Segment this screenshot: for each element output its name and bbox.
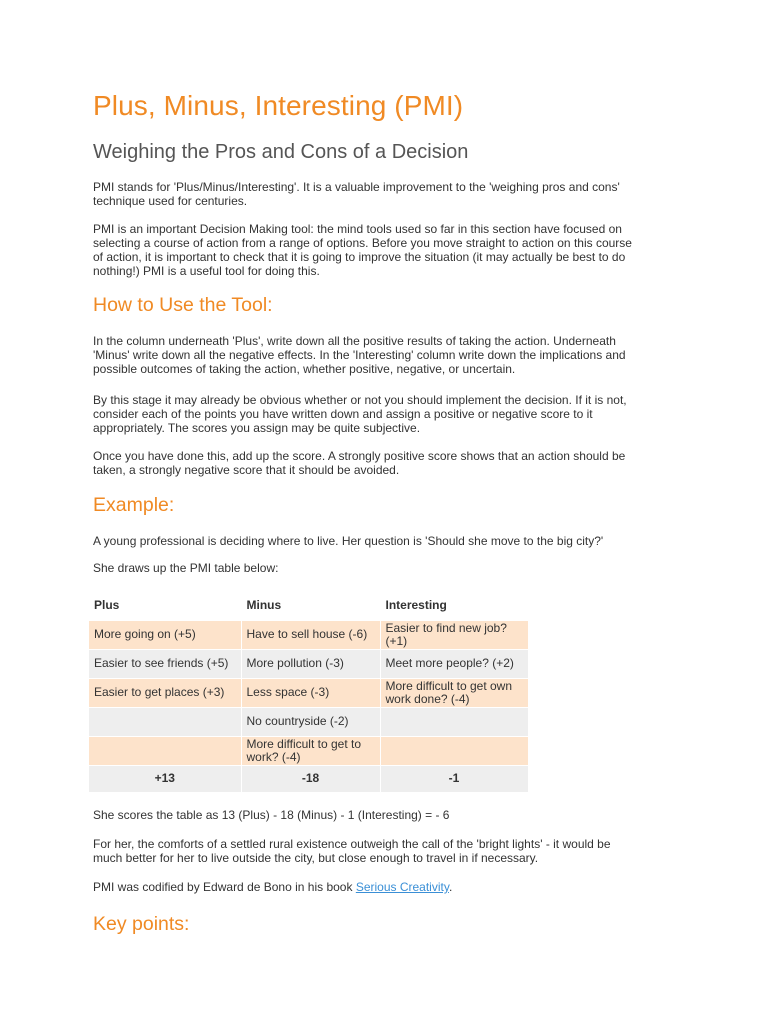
text-line: Once you have done this, add up the score. A strongly positive score shows that an action should be — [93, 449, 626, 463]
table-row — [89, 621, 528, 650]
table-row — [89, 737, 528, 766]
text-line: 'Minus' write down all the negative effects. In the 'Interesting' column write down the implications and — [93, 348, 626, 362]
text-line: She draws up the PMI table below: — [93, 561, 279, 575]
text-line: technique used for centuries. — [93, 194, 248, 208]
codified-prefix: PMI was codified by Edward de Bono in his book — [93, 880, 356, 894]
example-heading: Example: — [93, 494, 175, 516]
table-row — [89, 650, 528, 679]
text-line — [93, 880, 683, 894]
total-interesting: -1 — [380, 766, 528, 793]
text-line: taken, a strongly negative score that it should be avoided. — [93, 463, 400, 477]
example-paragraph-1 — [93, 534, 683, 548]
codified-suffix: . — [448, 880, 453, 894]
table-row — [89, 708, 528, 737]
text-line: By this stage it may already be obvious whether or not you should implement the decision. If it is not, — [93, 393, 627, 407]
key-points-heading: Key points: — [93, 913, 190, 935]
column-header-plus: Plus — [89, 592, 241, 621]
text-line: possible outcomes of taking the action, whether positive, negative, or uncertain. — [93, 362, 516, 376]
text-line: selecting a course of action from a range of options. Before you move straight to action on this course — [93, 236, 632, 250]
table-cell: Easier to get places (+3) — [89, 679, 241, 708]
table-total-row — [89, 766, 528, 793]
table-cell: Have to sell house (-6) — [241, 621, 380, 650]
how-to-heading: How to Use the Tool: — [93, 294, 273, 316]
table-cell: Easier to find new job? (+1) — [380, 621, 528, 650]
text-line: She scores the table as 13 (Plus) - 18 (Minus) - 1 (Interesting) = - 6 — [93, 808, 450, 822]
example-paragraph-2 — [93, 561, 683, 575]
table-row — [89, 679, 528, 708]
table-cell — [89, 737, 241, 766]
table-cell: More difficult to get own work done? (-4) — [380, 679, 528, 708]
table-cell: No countryside (-2) — [241, 708, 380, 737]
column-header-minus: Minus — [241, 592, 380, 621]
codified-paragraph — [93, 880, 683, 894]
table-cell: Easier to see friends (+5) — [89, 650, 241, 679]
text-line: PMI is an important Decision Making tool: the mind tools used so far in this section have focused on — [93, 222, 622, 236]
table-cell — [380, 708, 528, 737]
page-title: Plus, Minus, Interesting (PMI) — [93, 90, 464, 121]
table-cell — [89, 708, 241, 737]
text-line: much better for her to live outside the city, but close enough to travel in if necessary. — [93, 851, 539, 865]
score-line — [93, 808, 683, 822]
text-line: consider each of the points you have written down and assign a positive or negative score to it — [93, 407, 593, 421]
table-cell: Meet more people? (+2) — [380, 650, 528, 679]
text-line: A young professional is deciding where to live. Her question is 'Should she move to the big city?' — [93, 534, 604, 548]
table-cell: Less space (-3) — [241, 679, 380, 708]
total-plus: +13 — [89, 766, 241, 793]
how-to-paragraph-1 — [93, 334, 683, 376]
intro-paragraph-2 — [93, 222, 683, 278]
table-cell: More pollution (-3) — [241, 650, 380, 679]
how-to-paragraph-3 — [93, 449, 683, 477]
text-line: of action, it is important to check that it is going to improve the situation (it may actually be best to do — [93, 250, 626, 264]
column-header-interesting: Interesting — [380, 592, 528, 621]
table-cell: More difficult to get to work? (-4) — [241, 737, 380, 766]
serious-creativity-link[interactable]: Serious Creativity — [355, 880, 449, 894]
text-line: For her, the comforts of a settled rural existence outweigh the call of the 'bright lights' - it would be — [93, 837, 611, 851]
example-paragraph-3 — [93, 837, 683, 865]
text-line: PMI stands for 'Plus/Minus/Interesting'. It is a valuable improvement to the 'weighing pros and cons' — [93, 180, 620, 194]
table-header-row — [89, 592, 528, 621]
text-line: appropriately. The scores you assign may be quite subjective. — [93, 421, 421, 435]
pmi-table — [89, 592, 529, 793]
text-line: nothing!) PMI is a useful tool for doing this. — [93, 264, 320, 278]
table-cell: More going on (+5) — [89, 621, 241, 650]
table-cell — [380, 737, 528, 766]
how-to-paragraph-2 — [93, 393, 683, 435]
total-minus: -18 — [241, 766, 380, 793]
intro-paragraph-1 — [93, 180, 683, 208]
text-line: In the column underneath 'Plus', write down all the positive results of taking the action. Underneath — [93, 334, 616, 348]
page-subtitle: Weighing the Pros and Cons of a Decision — [93, 141, 469, 163]
